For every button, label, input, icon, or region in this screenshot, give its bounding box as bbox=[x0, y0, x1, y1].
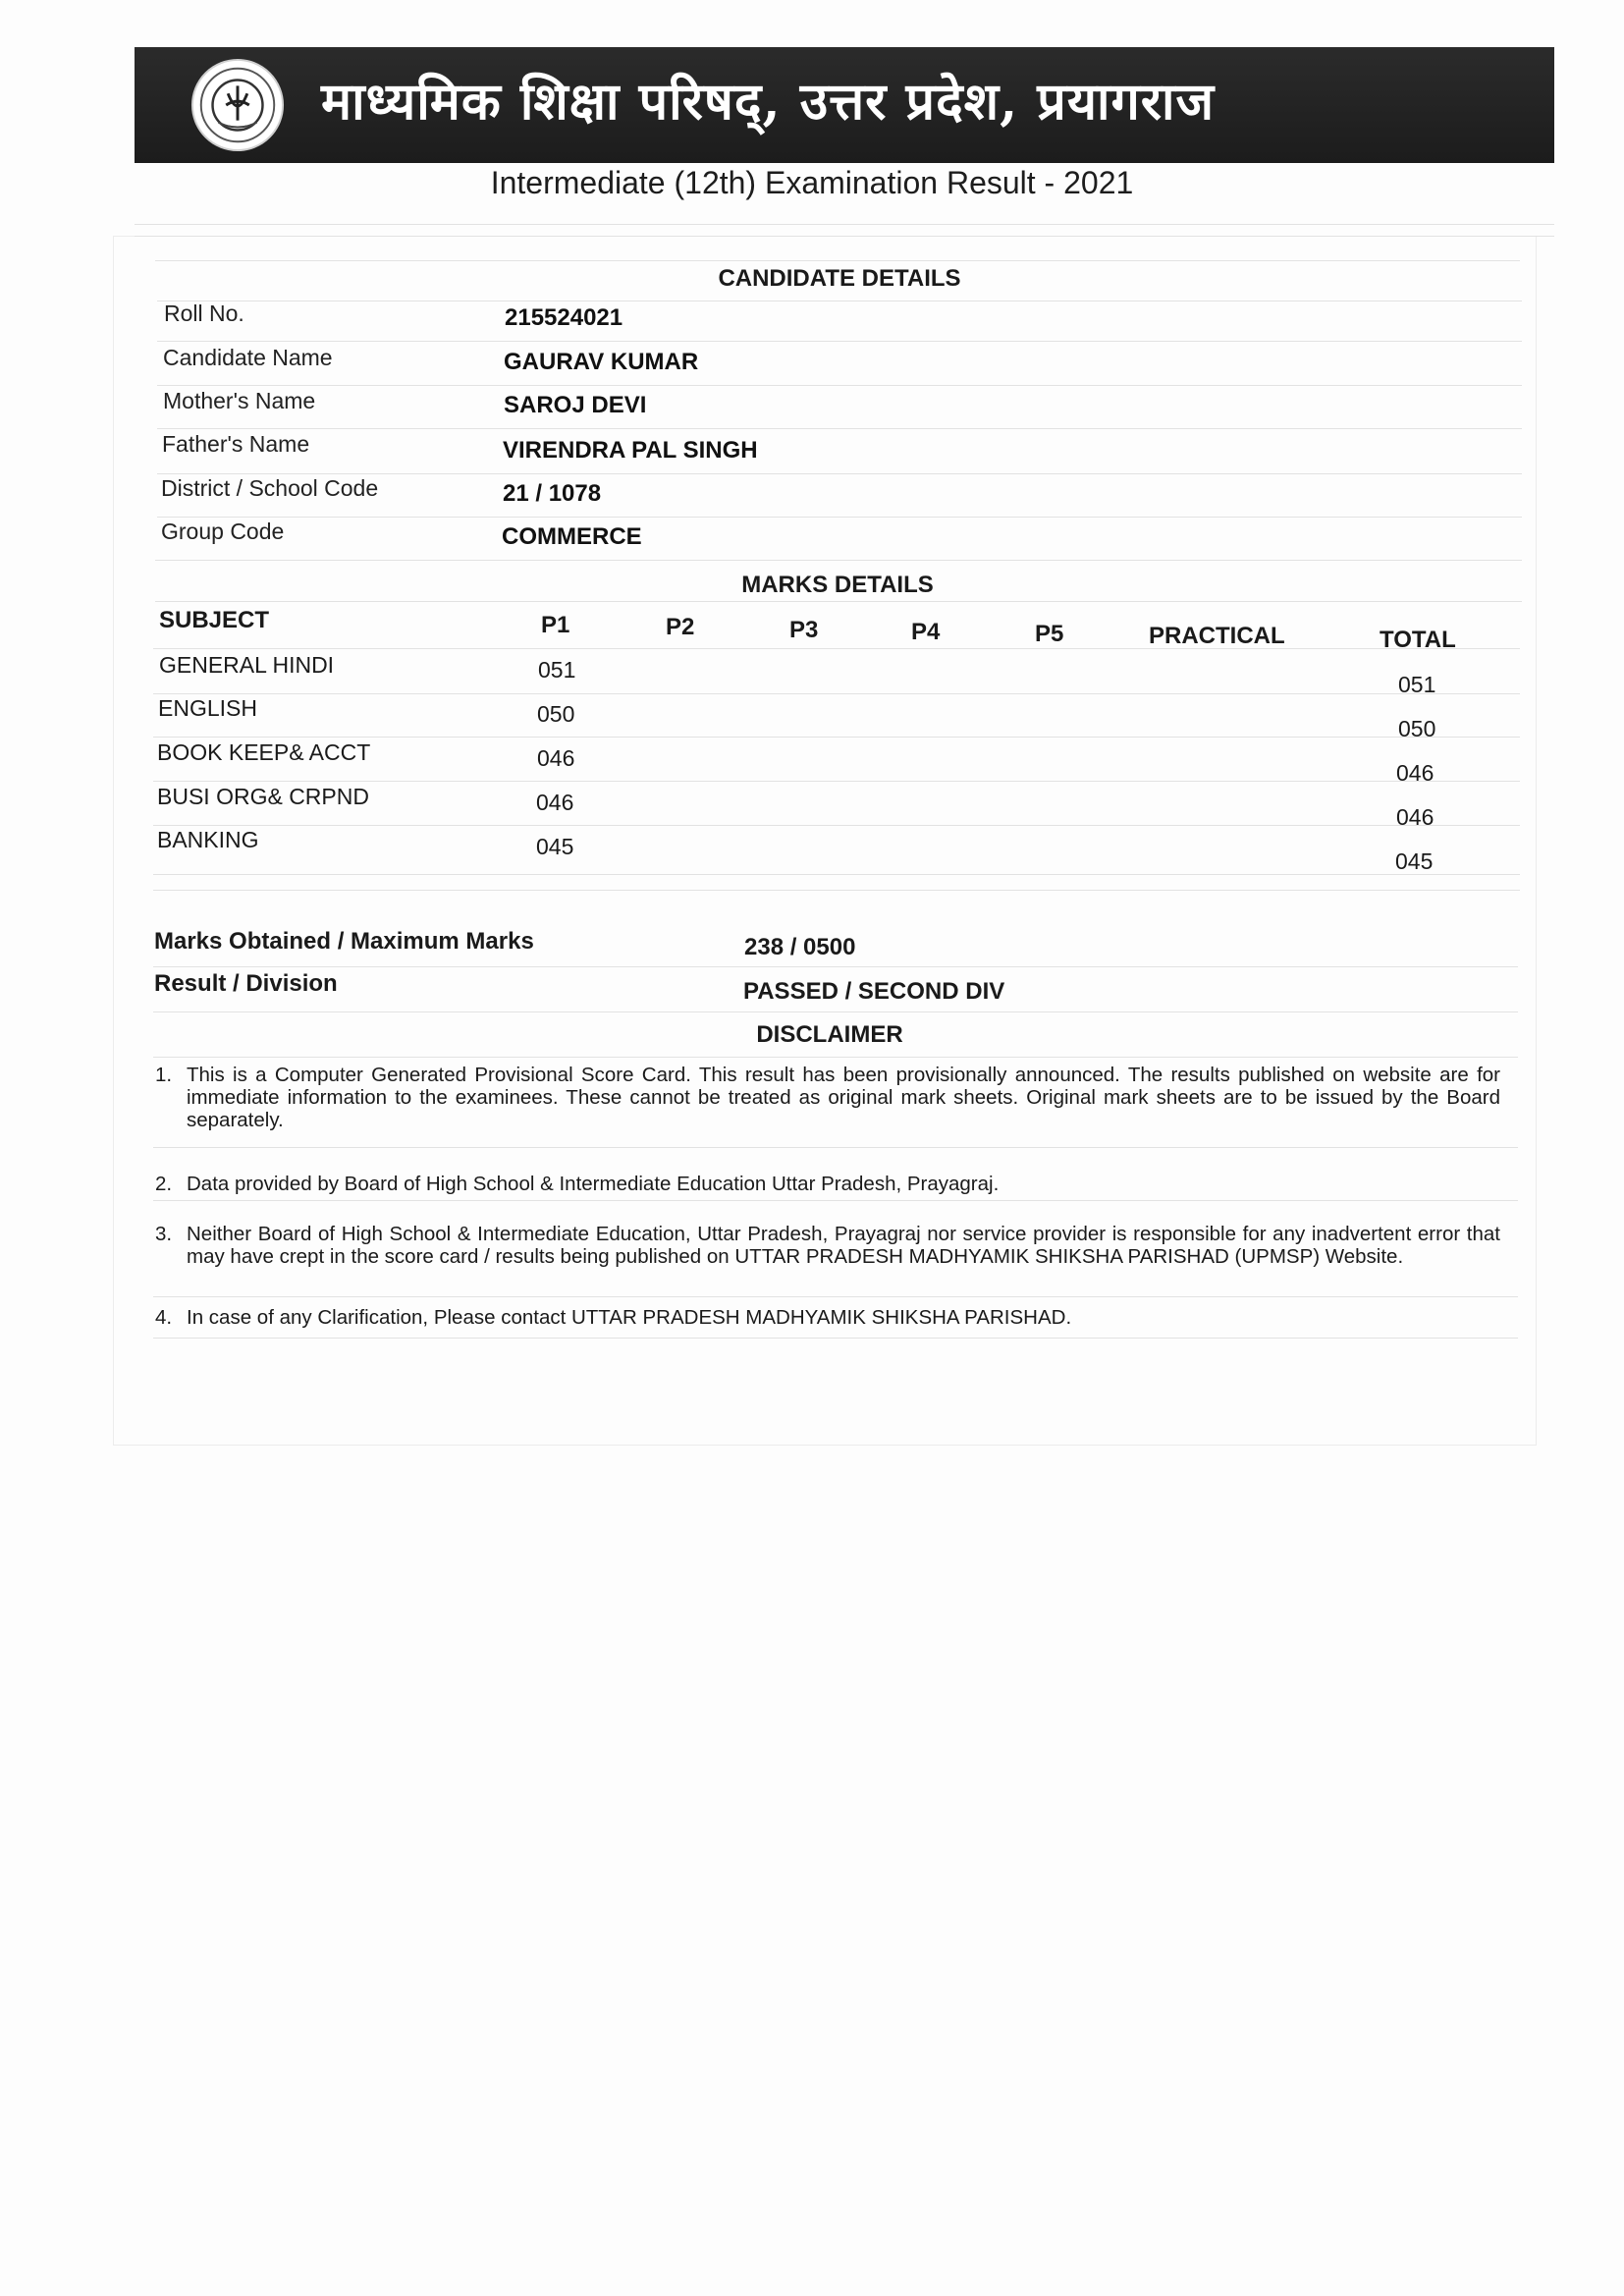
divider bbox=[135, 224, 1554, 225]
subject-cell: GENERAL HINDI bbox=[159, 652, 335, 678]
column-header-total: TOTAL bbox=[1380, 627, 1456, 653]
divider bbox=[155, 560, 1522, 561]
total-cell: 050 bbox=[1398, 716, 1436, 741]
mothers-name-value: SAROJ DEVI bbox=[504, 392, 647, 418]
divider bbox=[157, 385, 1522, 386]
column-header-p4: P4 bbox=[911, 619, 941, 645]
divider bbox=[153, 781, 1520, 782]
divider bbox=[153, 1147, 1518, 1148]
divider bbox=[157, 517, 1522, 518]
fathers-name-value: VIRENDRA PAL SINGH bbox=[503, 437, 758, 464]
divider bbox=[153, 966, 1518, 967]
divider bbox=[153, 648, 1520, 649]
column-header-p3: P3 bbox=[789, 617, 819, 643]
column-header-p5: P5 bbox=[1035, 621, 1064, 647]
total-cell: 046 bbox=[1396, 804, 1435, 830]
disclaimer-text: In case of any Clarification, Please contact UTTAR PRADESH MADHYAMIK SHIKSHA PARISHAD. bbox=[187, 1306, 1072, 1329]
district-school-code-label: District / School Code bbox=[161, 475, 379, 501]
disclaimer-number: 4. bbox=[155, 1306, 173, 1329]
total-cell: 045 bbox=[1395, 848, 1434, 874]
divider bbox=[153, 890, 1520, 891]
p1-cell: 050 bbox=[537, 701, 575, 727]
divider bbox=[135, 236, 1554, 237]
roll-no-label: Roll No. bbox=[164, 301, 244, 326]
p1-cell: 051 bbox=[538, 657, 576, 683]
p1-cell: 045 bbox=[536, 834, 574, 859]
subject-cell: ENGLISH bbox=[158, 695, 257, 721]
disclaimer-text: This is a Computer Generated Provisional Score Card. This result has been provisionally announced. The results published on website are for immediate information to the examinees. These cannot be treated as original mark sheets. Original mark sheets are to be issued by the Board separately. bbox=[187, 1064, 1500, 1131]
divider bbox=[155, 260, 1520, 261]
divider bbox=[153, 1011, 1518, 1012]
disclaimer-item bbox=[155, 1223, 1500, 1268]
disclaimer-number: 1. bbox=[155, 1064, 173, 1086]
divider bbox=[157, 341, 1522, 342]
column-header-p1: P1 bbox=[541, 612, 570, 638]
divider bbox=[157, 428, 1522, 429]
result-division-label: Result / Division bbox=[154, 970, 338, 997]
disclaimer-item bbox=[155, 1306, 1500, 1329]
disclaimer-heading: DISCLAIMER bbox=[756, 1021, 903, 1048]
marks-details-heading: MARKS DETAILS bbox=[741, 572, 934, 598]
candidate-details-heading: CANDIDATE DETAILS bbox=[718, 265, 961, 292]
marks-obtained-label: Marks Obtained / Maximum Marks bbox=[154, 928, 534, 955]
p1-cell: 046 bbox=[537, 745, 575, 771]
column-header-practical: PRACTICAL bbox=[1149, 623, 1285, 649]
disclaimer-text: Data provided by Board of High School & Intermediate Education Uttar Pradesh, Prayagraj. bbox=[187, 1173, 1000, 1195]
total-cell: 051 bbox=[1398, 672, 1436, 697]
district-school-code-value: 21 / 1078 bbox=[503, 480, 602, 507]
disclaimer-item bbox=[155, 1173, 1500, 1195]
roll-no-value: 215524021 bbox=[505, 304, 623, 331]
mothers-name-label: Mother's Name bbox=[163, 388, 316, 413]
divider bbox=[153, 1296, 1518, 1297]
marks-obtained-value: 238 / 0500 bbox=[744, 934, 856, 960]
total-cell: 046 bbox=[1396, 760, 1435, 786]
group-code-value: COMMERCE bbox=[502, 523, 642, 550]
disclaimer-number: 2. bbox=[155, 1173, 173, 1195]
p1-cell: 046 bbox=[536, 790, 574, 815]
divider bbox=[153, 874, 1520, 875]
divider bbox=[157, 473, 1522, 474]
candidate-name-label: Candidate Name bbox=[163, 345, 333, 370]
subject-cell: BOOK KEEP& ACCT bbox=[157, 739, 371, 765]
candidate-name-value: GAURAV KUMAR bbox=[504, 349, 699, 375]
up-govt-emblem-icon bbox=[189, 57, 286, 153]
divider bbox=[153, 825, 1520, 826]
fathers-name-label: Father's Name bbox=[162, 431, 310, 457]
disclaimer-item bbox=[155, 1064, 1500, 1131]
divider bbox=[153, 737, 1520, 738]
subject-cell: BANKING bbox=[157, 827, 259, 852]
board-title: माध्यमिक शिक्षा परिषद्, उत्तर प्रदेश, प्रयागराज bbox=[321, 72, 1216, 132]
column-header-subject: SUBJECT bbox=[159, 607, 270, 633]
group-code-label: Group Code bbox=[161, 519, 285, 544]
subject-cell: BUSI ORG& CRPND bbox=[157, 784, 369, 809]
divider bbox=[153, 1057, 1518, 1058]
divider bbox=[155, 601, 1522, 602]
result-division-value: PASSED / SECOND DIV bbox=[743, 978, 1005, 1005]
header-bar bbox=[135, 47, 1554, 163]
divider bbox=[153, 1200, 1518, 1201]
column-header-p2: P2 bbox=[666, 614, 695, 640]
divider bbox=[153, 1338, 1518, 1339]
exam-title: Intermediate (12th) Examination Result - 2021 bbox=[490, 165, 1134, 200]
disclaimer-text: Neither Board of High School & Intermediate Education, Uttar Pradesh, Prayagraj nor service provider is responsible for any inadvertent error that may have crept in the score card / results being published on UTTAR PRADESH MADHYAMIK SHIKSHA PARISHAD (UPMSP) Website. bbox=[187, 1223, 1500, 1268]
divider bbox=[153, 693, 1520, 694]
disclaimer-number: 3. bbox=[155, 1223, 173, 1245]
